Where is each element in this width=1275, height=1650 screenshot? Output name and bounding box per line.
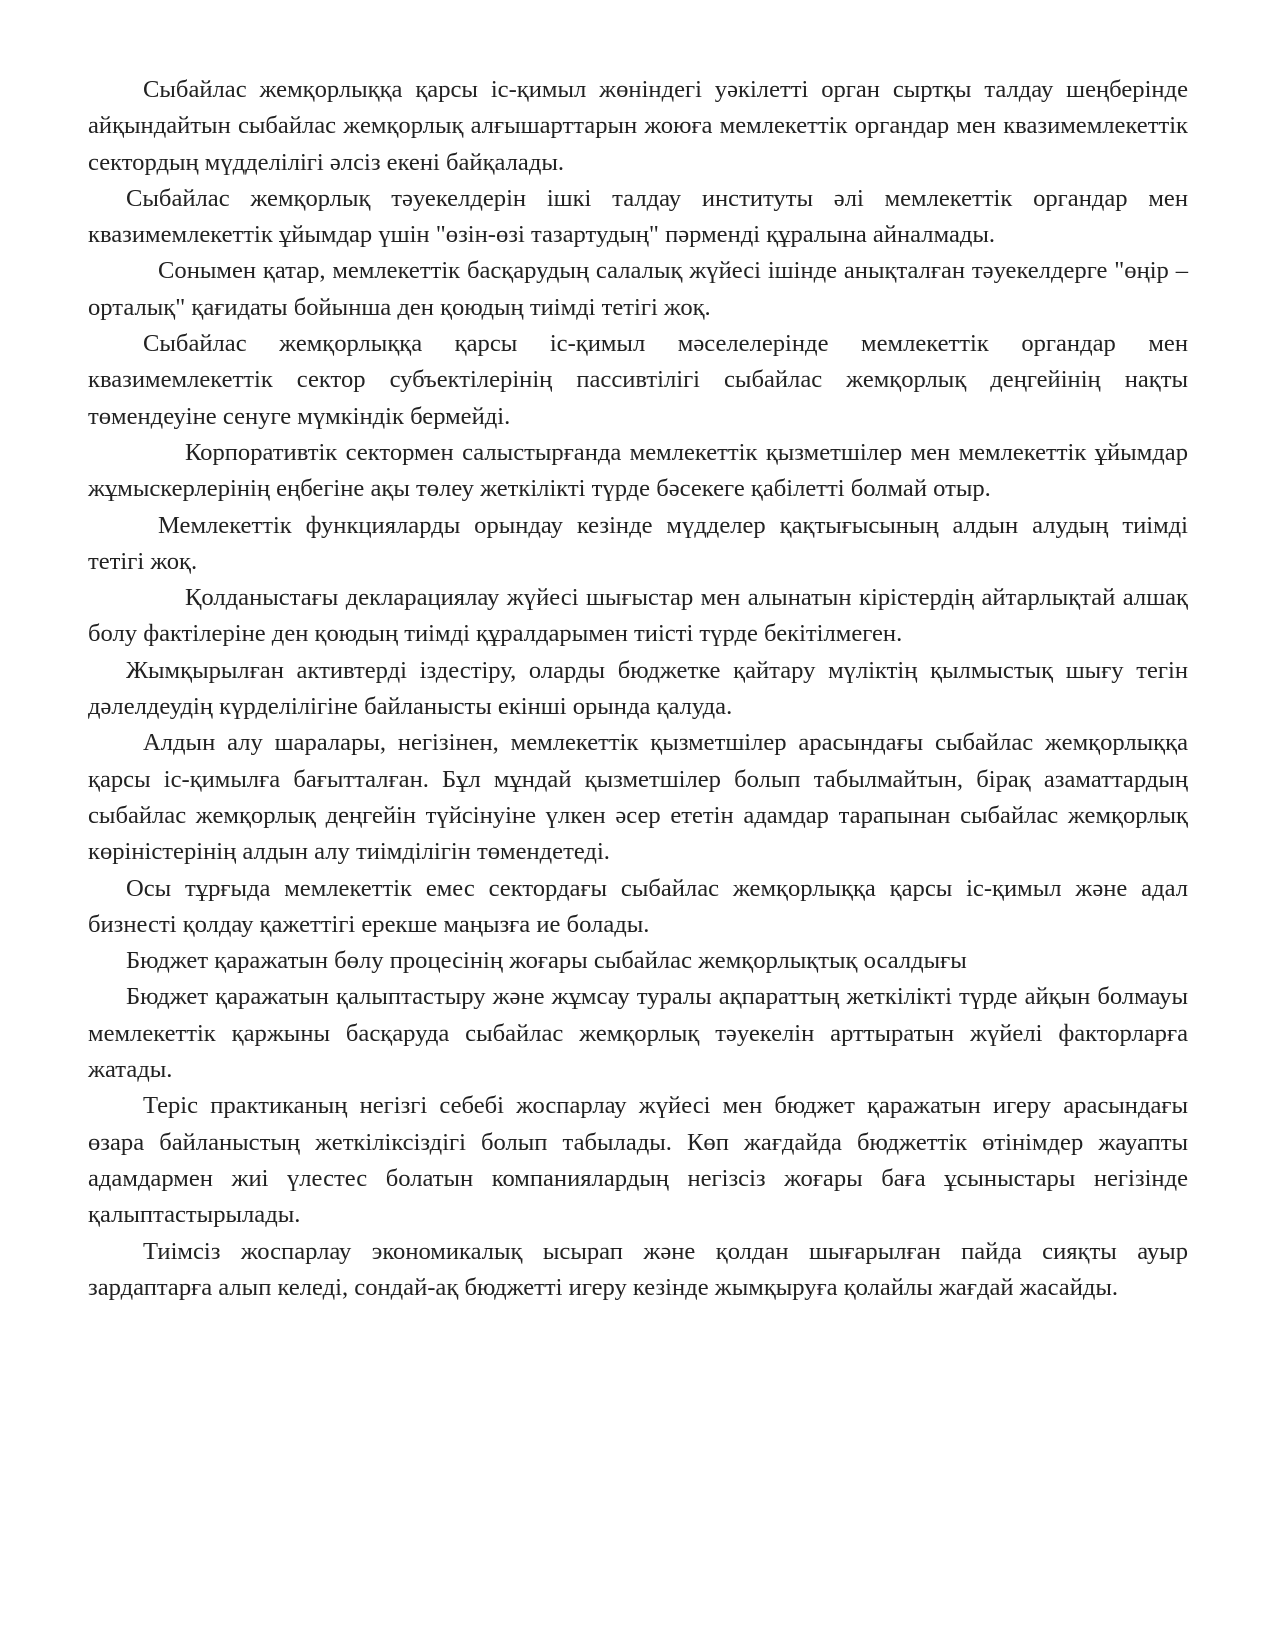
paragraph-10: Осы тұрғыда мемлекеттік емес сектордағы сыбайлас жемқорлыққа қарсы іс-қимыл және адал бизнесті қолдау қажеттігі ерекше маңызға ие болады. <box>88 874 1188 938</box>
paragraph-4: Сыбайлас жемқорлыққа қарсы іс-қимыл мәселелерінде мемлекеттік органдар мен квазимемлекеттік сектор субъектілерінің пассивтілігі сыбайлас жемқорлық деңгейінің нақты төмендеуіне сенуге мүмкіндік бермейді. <box>88 330 1188 430</box>
paragraph-8: Жымқырылған активтерді іздестіру, оларды бюджетке қайтару мүліктің қылмыстық шығу тегін дәлелдеудің күрделілігіне байланысты екінші орында қалуда. <box>88 656 1188 721</box>
document-page <box>88 72 1188 1306</box>
paragraph-7: Қолданыстағы декларациялау жүйесі шығыстар мен алынатын кірістердің айтарлықтай алшақ болу фактілеріне ден қоюдың тиімді құралдарымен тиісті түрде бекітілмеген. <box>88 584 1188 648</box>
section-heading: Бюджет қаражатын бөлу процесінің жоғары сыбайлас жемқорлықтық осалдығы <box>126 947 967 975</box>
paragraph-5: Корпоративтік сектормен салыстырғанда мемлекеттік қызметшілер мен мемлекеттік ұйымдар жұмыскерлерінің еңбегіне ақы төлеу жеткілікті түрде бәсекеге қабілетті болмай отыр. <box>88 438 1188 503</box>
paragraph-3: Сонымен қатар, мемлекеттік басқарудың салалық жүйесі ішінде анықталған тәуекелдерге "өңір – орталық" қағидаты бойынша ден қоюдың тиімді тетігі жоқ. <box>88 257 1188 321</box>
paragraph-9: Алдын алу шаралары, негізінен, мемлекеттік қызметшілер арасындағы сыбайлас жемқорлыққа қарсы іс-қимылға бағытталған. Бұл мұндай қызметшілер болып табылмайтын, бірақ азаматтардың сыбайлас жемқорлық деңгейін түйсінуіне үлкен әсер ететін адамдар тарапынан сыбайлас жемқорлық көріністерінің алдын алу тиімділігін төмендетеді. <box>88 729 1188 866</box>
paragraph-12: Теріс практиканың негізгі себебі жоспарлау жүйесі мен бюджет қаражатын игеру арасындағы өзара байланыстың жеткіліксіздігі болып табылады. Көп жағдайда бюджеттік өтінімдер жауапты адамдармен жиі үлестес болатын компаниялардың негізсіз жоғары баға ұсыныстары негізінде қалыптастырылады. <box>88 1092 1188 1229</box>
paragraph-11: Бюджет қаражатын қалыптастыру және жұмсау туралы ақпараттың жеткілікті түрде айқын болмауы мемлекеттік қаржыны басқаруда сыбайлас жемқорлық тәуекелін арттыратын жүйелі факторларға жатады. <box>88 983 1188 1084</box>
paragraph-13: Тиімсіз жоспарлау экономикалық ысырап және қолдан шығарылған пайда сияқты ауыр зардаптарға алып келеді, сондай-ақ бюджетті игеру кезінде жымқыруға қолайлы жағдай жасайды. <box>88 1237 1188 1301</box>
paragraph-2: Сыбайлас жемқорлық тәуекелдерін ішкі талдау институты әлі мемлекеттік органдар мен квазимемлекеттік ұйымдар үшін "өзін-өзі тазартудың" пәрменді құралына айналмады. <box>88 184 1188 249</box>
paragraph-1: Сыбайлас жемқорлыққа қарсы іс-қимыл жөніндегі уәкілетті орган сыртқы талдау шеңберінде айқындайтын сыбайлас жемқорлық алғышарттарын жоюға мемлекеттік органдар мен квазимемлекеттік сектордың мүдделілігі әлсіз екені байқалады. <box>88 76 1188 176</box>
paragraph-6: Мемлекеттік функцияларды орындау кезінде мүдделер қақтығысының алдын алудың тиімді тетігі жоқ. <box>88 511 1188 575</box>
